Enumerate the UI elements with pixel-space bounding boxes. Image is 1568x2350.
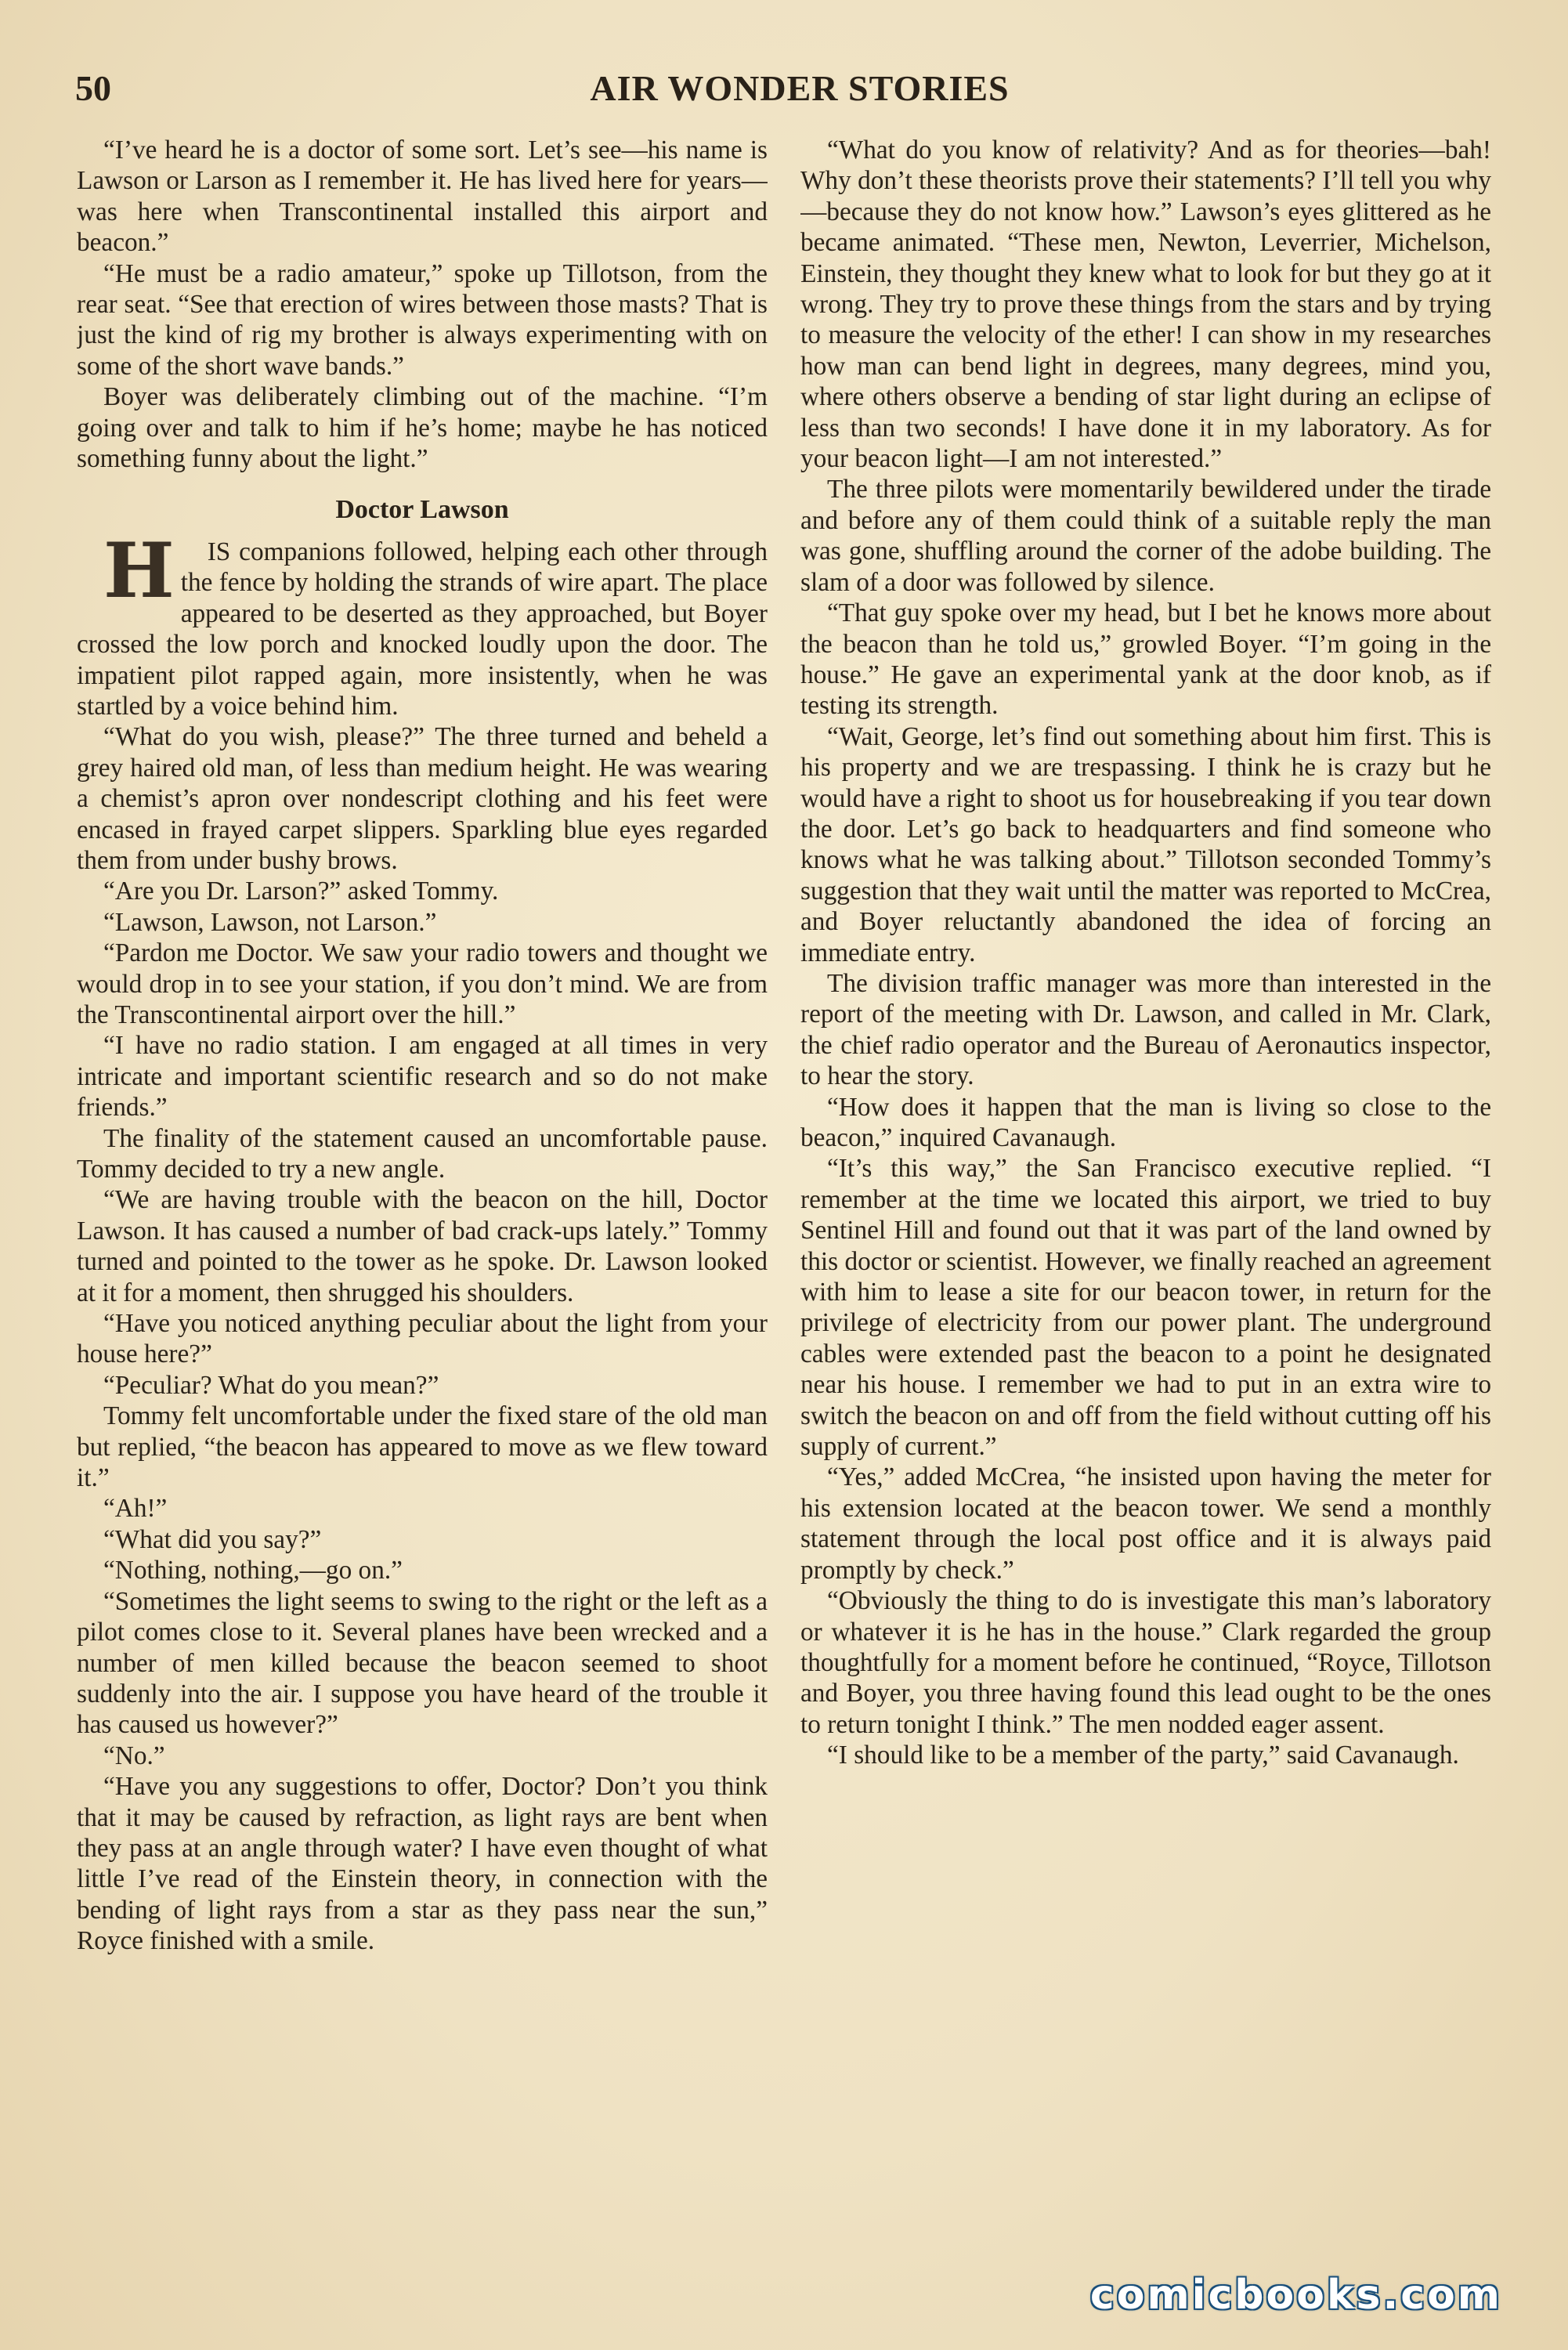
paragraph: “He must be a radio amateur,” spoke up Tillotson, from the rear seat. “See that erection of wires between those masts? That is just the kind of rig my brother is always experimenting with on some of the short wave bands.” xyxy=(77,258,768,381)
paragraph: The three pilots were momentarily bewildered under the tirade and before any of them could think of a suitable reply the man was gone, shuffling around the corner of the adobe building. The slam of a door was followed by silence. xyxy=(800,475,1491,597)
watermark: comicbooks.com xyxy=(1089,2272,1502,2319)
paragraph: “Have you noticed anything peculiar about the light from your house here?” xyxy=(77,1309,768,1369)
paragraph: “It’s this way,” the San Francisco executive replied. “I remember at the time we located this airport, we tried to buy Sentinel Hill and found out that it was part of the land owned by this doctor or scientist. However, we finally reached an agreement with him to lease a site for our beacon tower, in return for the privilege of electricity from our power plant. The underground cables were extended past the beacon to a point he designated near his house. I remember we had to put in an extra wire to switch the beacon on and off from the field without cutting off his supply of current.” xyxy=(800,1154,1491,1462)
paragraph: “Pardon me Doctor. We saw your radio towers and thought we would drop in to see your station, if you don’t mind. We are from the Transcontinental airport over the hill.” xyxy=(77,938,768,1029)
page-header xyxy=(75,61,1524,124)
paragraph: “I have no radio station. I am engaged at all times in very intricate and important scientific research and so do not make friends.” xyxy=(77,1031,768,1123)
paragraph: The finality of the statement caused an uncomfortable pause. Tommy decided to try a new angle. xyxy=(77,1123,768,1184)
paragraph: “Obviously the thing to do is investigate this man’s laboratory or whatever it is he has in the house.” Clark regarded the group thoughtfully for a moment before he continued, “Royce, Tillotson and Boyer, you three having found this lead ought to be the ones to return tonight I think.” The men nodded eager assent. xyxy=(800,1586,1491,1739)
paragraph: “What do you know of relativity? And as for theories—bah! Why don’t these theorists prove their statements? I’ll tell you why—because they do not know how.” Lawson’s eyes glittered as he became animated. “These men, Newton, Leverrier, Michelson, Einstein, they thought they knew what to look for but they go at it wrong. They try to prove these things from the stars and by trying to measure the velocity of the ether! I can show in my researches how man can bend light in degrees, many degrees, mind you, where others observe a bending of star light during an eclipse of less than two seconds! I have done it in my laboratory. As for your beacon light—I am not interested.” xyxy=(800,136,1491,474)
paragraph: “No.” xyxy=(103,1741,165,1770)
drop-cap-letter: H xyxy=(103,526,175,615)
paragraph: Tommy felt uncomfortable under the fixed stare of the old man but replied, “the beacon has appeared to move as we flew toward it.” xyxy=(77,1401,768,1493)
paragraph: “That guy spoke over my head, but I bet he knows more about the beacon than he told us,” growled Boyer. “I’m going in the house.” He gave an experimental yank at the door knob, as if testing its strength. xyxy=(800,598,1491,721)
page-number: 50 xyxy=(75,68,111,108)
paragraph: “We are having trouble with the beacon on the hill, Doctor Lawson. It has caused a number of bad crack-ups lately.” Tommy turned and pointed to the tower as he spoke. Dr. Lawson looked at it for a moment, then shrugged his shoulders. xyxy=(77,1185,768,1307)
paragraph: “Peculiar? What do you mean?” xyxy=(103,1370,439,1400)
paragraph: “Lawson, Lawson, not Larson.” xyxy=(103,907,437,937)
paragraph: “Ah!” xyxy=(103,1494,168,1524)
running-title: AIR WONDER STORIES xyxy=(590,68,1010,108)
left-column xyxy=(77,135,768,2273)
paragraph: “What do you wish, please?” The three turned and beheld a grey haired old man, of less than medium height. He was wearing a chemist’s apron over nondescript clothing and his feet were encased in frayed carpet slippers. Sparkling blue eyes regarded them from under bushy brows. xyxy=(77,722,768,875)
paragraph: “How does it happen that the man is living so close to the beacon,” inquired Cavanaugh. xyxy=(800,1092,1491,1152)
paragraph: The division traffic manager was more than interested in the report of the meeting with Dr. Lawson, and called in Mr. Clark, the chief radio operator and the Bureau of Aeronautics inspector, to hear the story. xyxy=(800,968,1491,1091)
paragraph: “Wait, George, let’s find out something about him first. This is his property and we are trespassing. I think he is crazy but he would have a right to shoot us for housebreaking if you tear down the door. Let’s go back to headquarters and find someone who knows what he was talking about.” Tillotson seconded Tommy’s suggestion that they wait until the matter was reported to McCrea, and Boyer reluctantly abandoned the idea of forcing an immediate entry. xyxy=(800,721,1491,967)
paragraph: “I’ve heard he is a doctor of some sort. Let’s see—his name is Lawson or Larson as I remember it. He has lived here for years—was here when Transcontinental installed this airport and beacon.” xyxy=(77,136,768,258)
right-column xyxy=(800,135,1491,2273)
paragraph: “Have you any suggestions to offer, Doctor? Don’t you think that it may be caused by refraction, as light rays are bent when they pass at an angle through water? I have even thought of what little I’ve read of the Einstein theory, in connection with the bending of light rays from a star as they pass near the sun,” Royce finished with a smile. xyxy=(77,1772,768,1956)
paragraph: Boyer was deliberately climbing out of the machine. “I’m going over and talk to him if he’s home; maybe he has noticed something funny about the light.” xyxy=(77,382,768,474)
paragraph: “Yes,” added McCrea, “he insisted upon having the meter for his extension located at the beacon tower. We send a monthly statement through the local post office and it is always paid promptly by check.” xyxy=(800,1462,1491,1585)
paragraph: “What did you say?” xyxy=(103,1524,322,1554)
dropcap-paragraph-text: IS companions followed, helping each other through the fence by holding the strands of wire apart. The place appeared to be deserted as they approached, but Boyer crossed the low porch and knocked loudly upon the door. The impatient pilot rapped again, more insistently, when he was startled by a voice behind him. xyxy=(77,537,768,721)
section-subheading: Doctor Lawson xyxy=(335,495,509,525)
paragraph: “I should like to be a member of the party,” said Cavanaugh. xyxy=(827,1741,1459,1770)
dropcap-paragraph xyxy=(77,526,768,721)
paragraph: “Are you Dr. Larson?” asked Tommy. xyxy=(103,877,499,906)
paragraph: “Sometimes the light seems to swing to the right or the left as a pilot comes close to it. Several planes have been wrecked and a number of men killed because the beacon seemed to shoot suddenly into the air. I suppose you have heard of the trouble it has caused us however?” xyxy=(77,1586,768,1740)
paragraph: “Nothing, nothing,—go on.” xyxy=(103,1556,403,1585)
